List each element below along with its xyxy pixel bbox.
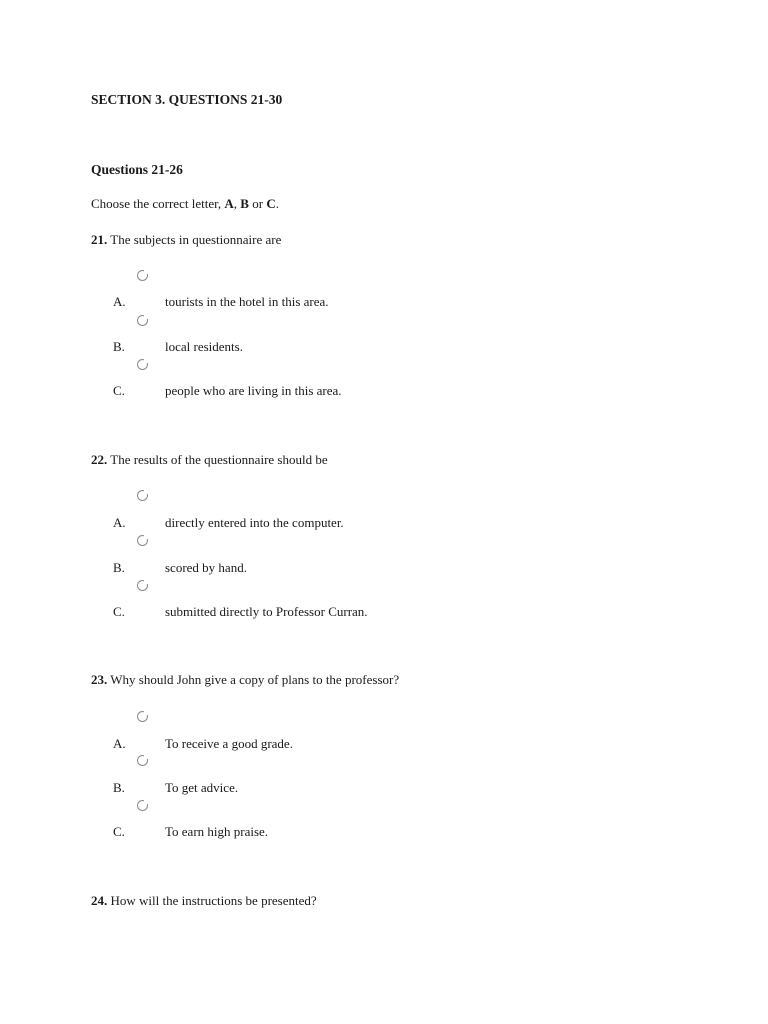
option-letter: A. [113, 736, 126, 751]
option-letter: B. [113, 780, 125, 795]
option-b-radio[interactable] [137, 315, 148, 326]
question-text: How will the instructions be presented? [107, 893, 317, 908]
instructions-sep-2: or [248, 196, 267, 211]
option-text: directly entered into the computer. [165, 515, 344, 530]
question-group-title: Questions 21-26 [91, 162, 183, 177]
option-letter: B. [113, 560, 125, 575]
option-c-radio[interactable] [137, 800, 148, 811]
option-text: submitted directly to Professor Curran. [165, 604, 368, 619]
option-a-radio[interactable] [137, 490, 148, 501]
option-text: people who are living in this area. [165, 383, 342, 398]
instructions-suffix: . [275, 196, 279, 211]
question-text: The subjects in questionnaire are [107, 232, 282, 247]
question-21 [91, 232, 281, 248]
instructions-sep-1: , [233, 196, 241, 211]
section-title: SECTION 3. QUESTIONS 21-30 [91, 92, 283, 107]
option-text: To receive a good grade. [165, 736, 293, 751]
question-number: 21. [91, 232, 108, 247]
question-number: 22. [91, 452, 108, 467]
option-c-radio[interactable] [137, 359, 148, 370]
option-letter: C. [113, 824, 125, 839]
question-text: The results of the questionnaire should be [107, 452, 328, 467]
instructions-letter-b: B [240, 196, 249, 211]
option-letter: C. [113, 604, 125, 619]
question-text: Why should John give a copy of plans to the professor? [107, 672, 400, 687]
option-b-radio[interactable] [137, 755, 148, 766]
question-24 [91, 893, 317, 909]
option-text: To get advice. [165, 780, 239, 795]
option-c-radio[interactable] [137, 580, 148, 591]
question-number: 23. [91, 672, 108, 687]
instructions [91, 196, 279, 212]
option-text: scored by hand. [165, 560, 247, 575]
option-text: tourists in the hotel in this area. [165, 294, 329, 309]
option-letter: A. [113, 294, 126, 309]
option-a-radio[interactable] [137, 711, 148, 722]
option-letter: C. [113, 383, 125, 398]
option-a-radio[interactable] [137, 270, 148, 281]
option-b-radio[interactable] [137, 535, 148, 546]
question-22 [91, 452, 328, 468]
option-text: To earn high praise. [165, 824, 269, 839]
question-number: 24. [91, 893, 108, 908]
option-letter: A. [113, 515, 126, 530]
option-letter: B. [113, 339, 125, 354]
instructions-letter-c: C [266, 196, 276, 211]
instructions-prefix: Choose the correct letter, [91, 196, 225, 211]
instructions-letter-a: A [224, 196, 234, 211]
question-23 [91, 672, 399, 688]
option-text: local residents. [165, 339, 243, 354]
